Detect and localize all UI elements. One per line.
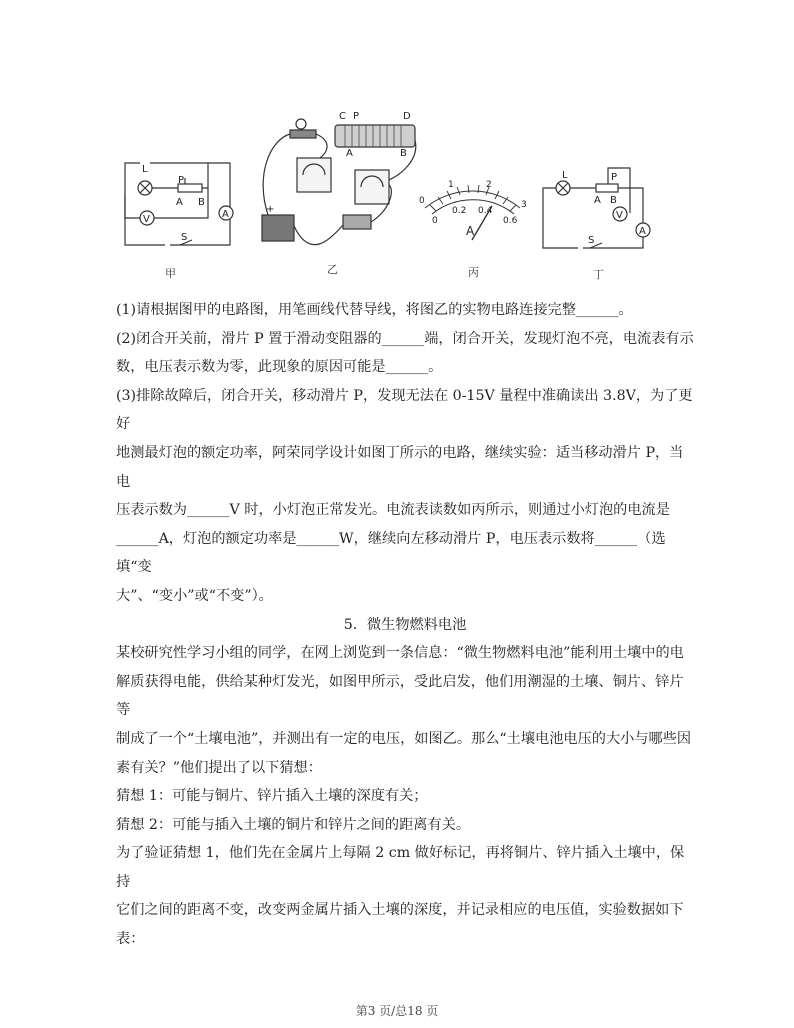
svg-text:0.6: 0.6 (503, 216, 518, 226)
svg-text:A: A (176, 197, 183, 208)
figure-ding (543, 168, 650, 248)
q3-line4: ______A，灯泡的额定功率是______W，继续向左移动滑片 P，电压表示数将______（选填“变 (116, 530, 666, 576)
svg-text:2: 2 (486, 180, 492, 190)
svg-text:0: 0 (432, 216, 438, 226)
svg-text:3: 3 (521, 200, 527, 210)
figure-bing-caption: 丙 (468, 266, 479, 279)
svg-text:A: A (346, 148, 353, 159)
svg-text:C: C (339, 111, 346, 122)
svg-text:V: V (616, 210, 623, 221)
svg-text:A: A (594, 195, 601, 206)
circuit-figures (0, 0, 794, 290)
hypothesis-1: 猜想 1：可能与铜片、锌片插入土壤的深度有关； (116, 788, 428, 805)
q3-line5: 大”、“变小”或“不变”）。 (116, 587, 273, 604)
figure-ding-caption: 丁 (593, 268, 604, 281)
svg-text:A: A (466, 224, 475, 238)
svg-text:0.4: 0.4 (478, 206, 493, 216)
intro-line4: 素有关？”他们提出了以下猜想： (116, 759, 322, 776)
svg-text:D: D (403, 111, 411, 122)
svg-text:1: 1 (448, 180, 454, 190)
method-line1: 为了验证猜想 1，他们先在金属片上每隔 2 cm 做好标记，再将铜片、锌片插入土壤中，保持 (116, 845, 685, 890)
intro-line1: 某校研究性学习小组的同学，在网上浏览到一条信息：“微生物燃料电池”能利用土壤中的电 (116, 645, 684, 662)
q3-line1: (3)排除故障后，闭合开关，移动滑片 P，发现无法在 0-15V 量程中准确读出 3.8V，为了更好 (116, 387, 693, 433)
svg-text:P: P (611, 172, 618, 183)
question-body (116, 296, 694, 954)
svg-text:S: S (181, 232, 188, 243)
svg-text:0.2: 0.2 (452, 206, 467, 216)
svg-text:B: B (610, 195, 617, 206)
svg-text:L: L (142, 164, 148, 175)
q3-line3: 压表示数为______V 时，小灯泡正常发光。电流表读数如丙所示，则通过小灯泡的电流是 (116, 502, 670, 519)
intro-line2: 解质获得电能，供给某种灯发光，如图甲所示，受此启发，他们用潮湿的土壤、铜片、锌片等 (116, 673, 684, 719)
figure-jia-caption: 甲 (165, 267, 176, 280)
page-footer: 第3 页/总18 页 (355, 1004, 439, 1018)
figure-yi-caption: 乙 (327, 263, 338, 276)
svg-text:P: P (353, 111, 360, 122)
svg-text:+: + (266, 204, 275, 215)
q3-line2: 地测最灯泡的额定功率，阿荣同学设计如图丁所示的电路，继续实验：适当移动滑片 P，当电 (116, 444, 684, 490)
svg-text:0: 0 (419, 196, 425, 206)
q2-line1: (2)闭合开关前，滑片 P 置于滑动变阻器的______端，闭合开关，发现灯泡不亮，电流表有示 (116, 330, 694, 347)
svg-text:A: A (639, 226, 646, 237)
svg-text:A: A (222, 209, 229, 220)
svg-text:B: B (198, 197, 205, 208)
svg-text:V: V (143, 214, 150, 225)
svg-text:P: P (178, 175, 185, 186)
section-title: 5．微生物燃料电池 (343, 616, 467, 633)
svg-text:S: S (588, 235, 595, 246)
svg-text:L: L (562, 170, 568, 181)
q1-line: (1)请根据图甲的电路图，用笔画线代替导线，将图乙的实物电路连接完整______。 (116, 302, 633, 318)
q2-line2: 数，电压表示数为零，此现象的原因可能是______。 (116, 359, 443, 376)
intro-line3: 制成了一个“土壤电池”，并测出有一定的电压，如图乙。那么“土壤电池电压的大小与哪些因 (116, 730, 692, 747)
svg-text:B: B (400, 148, 407, 159)
method-line2: 它们之间的距离不变，改变两金属片插入土壤的深度，并记录相应的电压值，实验数据如下表： (116, 902, 684, 948)
hypothesis-2: 猜想 2：可能与插入土壤的铜片和锌片之间的距离有关。 (116, 816, 471, 833)
figure-yi (262, 119, 416, 245)
